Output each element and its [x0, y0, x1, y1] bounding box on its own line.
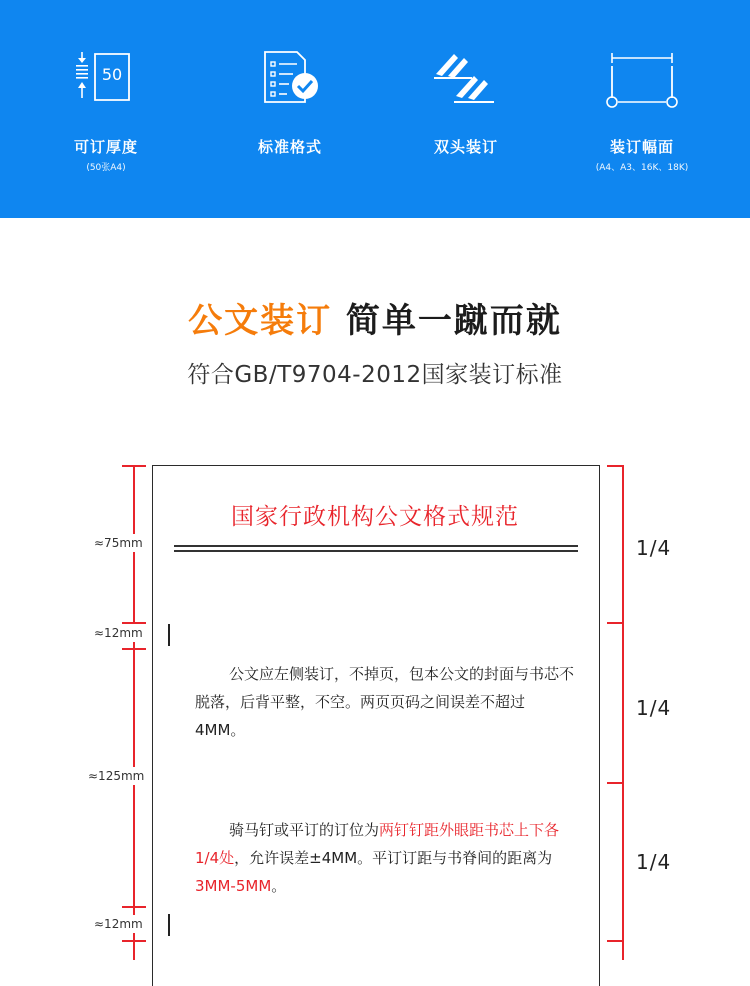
feature-subtitle: (A4、A3、16K、18K) [595, 163, 689, 173]
heading-rest: 简单一蹴而就 [345, 301, 562, 341]
feature-title: 装订幅面 [609, 138, 674, 156]
rule-paragraph-1: 公文应左侧装订，不掉页，包本公文的封面与书芯不脱落，后背平整，不空。两页页码之间误差不超过4MM。 [195, 665, 575, 739]
dimension-top: ≈75mm [94, 536, 143, 550]
rule-paragraph-2: 骑马钉或平订的订位为两钉钉距外眼距书芯上下各1/4处，允许误差±4MM。平订订距与书脊间的距离为3MM-5MM。 [195, 821, 560, 895]
main-heading [0, 296, 750, 346]
quarter-label: 1/4 [636, 536, 672, 560]
double-staple-icon [426, 48, 506, 108]
quarter-label: 1/4 [636, 696, 672, 720]
svg-text:50: 50 [101, 65, 123, 84]
heading-highlight: 公文装订 [188, 301, 333, 341]
title-rule [174, 550, 578, 552]
document-title: 国家行政机构公文格式规范 [231, 504, 519, 530]
dimension-middle: ≈125mm [88, 769, 145, 783]
feature-binding-width [562, 48, 722, 178]
standard-subheading: 符合GB/T9704-2012国家装订标准 [187, 362, 563, 388]
feature-thickness [26, 48, 186, 178]
feature-banner [0, 0, 750, 218]
feature-title: 可订厚度 [73, 138, 138, 156]
feature-standard-format [210, 48, 370, 178]
dimension-gap-bottom: ≈12mm [94, 917, 143, 931]
feature-title: 双头装订 [433, 138, 498, 156]
checklist-icon [255, 48, 325, 108]
feature-title: 标准格式 [257, 138, 322, 156]
staple-mark-bottom [168, 914, 170, 936]
feature-double-staple [386, 48, 546, 178]
quarter-label: 1/4 [636, 850, 672, 874]
staple-mark-top [168, 624, 170, 646]
feature-subtitle: (50张A4) [86, 163, 126, 173]
stack-thickness-icon [71, 48, 141, 108]
title-rule [174, 545, 578, 547]
dimension-gap-top: ≈12mm [94, 626, 143, 640]
binding-width-icon [602, 48, 682, 108]
